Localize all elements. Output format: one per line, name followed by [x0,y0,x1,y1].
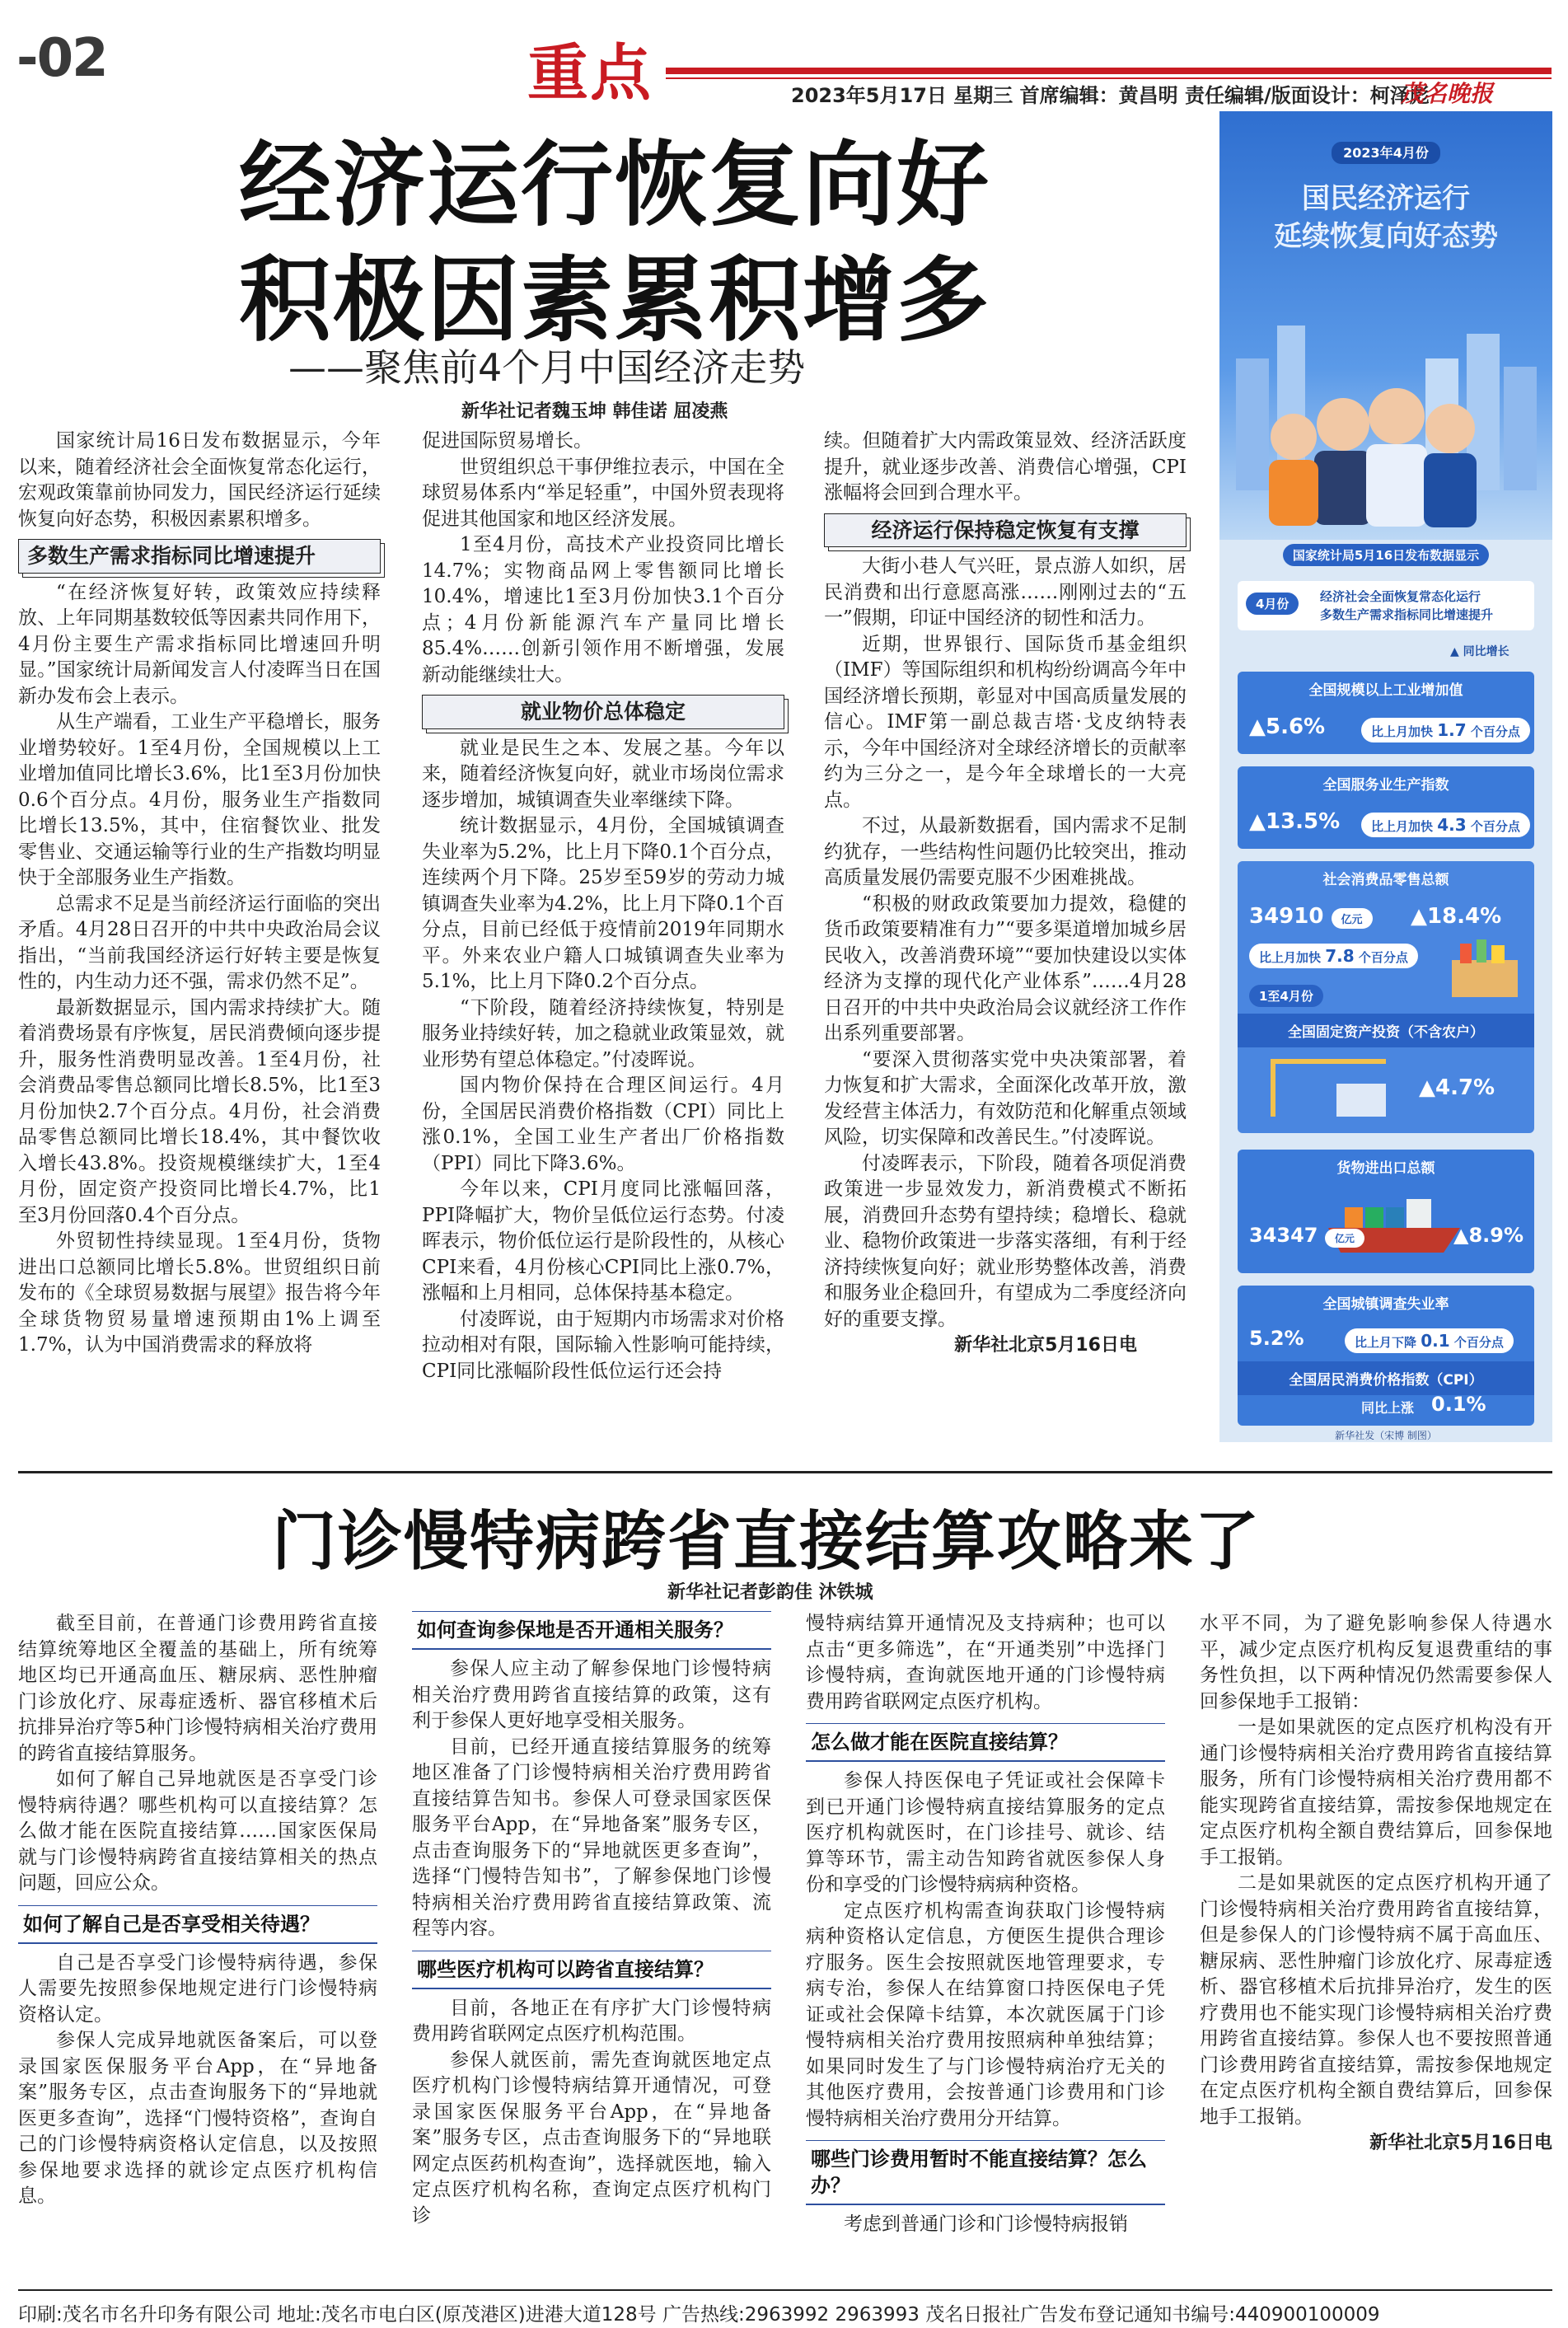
card-value: ▲13.5% [1249,809,1341,834]
card-label: 全国服务业生产指数 [1322,777,1449,794]
compare-number: 7.8 [1325,946,1355,966]
article1-column-1 [18,429,381,1359]
article1-headline [239,128,990,358]
article1-column-2 [422,429,784,1384]
paragraph: “在经济恢复好转，政策效应持续释放、上年同期基数较低等因素共同作用下，4月份主要生产需求指标同比增速回升明显。”国家统计局新闻发言人付凌晖当日在国新办发布会上表示。 [18,581,381,707]
paragraph: 国家统计局16日发布数据显示，今年以来，随着经济社会全面恢复常态化运行，宏观政策靠前协同发力，国民经济运行延续恢复向好态势，积极因素累积增多。 [18,430,381,530]
article2-headline: 门诊慢特病跨省直接结算攻略来了 [272,1505,1261,1579]
card-industrial-output [1238,672,1534,754]
newspaper-logo: 茂名晚报 [1401,80,1494,107]
article2-column-3 [806,1611,1165,2238]
paragraph: 目前，已经开通直接结算服务的统筹地区准备了门诊慢特病相关治疗费用跨省直接结算告知书。参保人可登录国家医保服务平台App，在“异地备案”服务专区，点击查询服务下的“异地就医更多查询”，选择“门慢特告知书”，了解参保地门诊慢特病相关治疗费用跨省直接结算政策、流程等内容。 [412,1735,771,1939]
amount-value: 34347 [1249,1224,1318,1247]
compare-number: 1.7 [1437,720,1467,740]
article1-dateline: 新华社北京5月16日电 [954,1335,1137,1356]
article1-byline: 新华社记者魏玉坤 韩佳诺 屈凌燕 [461,401,728,422]
cpi-compare: 同比上涨 [1361,1400,1415,1416]
footer-text: 印刷:茂名市名升印务有限公司 地址:茂名市电白区(原茂港区)进港大道128号 广告热线:2963992 2963993 茂名日报社广告发布登记通知书编号:440900100009 [18,2304,1380,2326]
unemp-compare [1345,1328,1514,1353]
paragraph: 目前，各地正在有序扩大门诊慢特病费用跨省联网定点医疗机构范围。 [412,1997,771,2045]
card-label: 全国规模以上工业增加值 [1308,682,1463,699]
infographic-summary [1238,581,1534,630]
unemp-label: 全国城镇调查失业率 [1322,1296,1449,1313]
paragraph: “积极的财政政策要加力提效，稳健的货币政策要精准有力”“要多渠道增加城乡居民收入，改善消费环境”“要加快建设以实体经济为支撑的现代化产业体系”……4月28日召开的中共中央政治局会议就经济工作作出系列重要部署。 [824,892,1187,1044]
infographic-credit: 新华社发（宋博 制图） [1335,1430,1437,1441]
infographic-title-2: 延续恢复向好态势 [1274,220,1498,253]
paragraph: 截至目前，在普通门诊费用跨省直接结算统筹地区全覆盖的基础上，所有统筹地区均已开通高血压、糖尿病、恶性肿瘤门诊放化疗、尿毒症透析、器官移植术后抗排异治疗等5种门诊慢特病相关治疗费用的跨省直接结算服务。 [18,1613,377,1764]
article2-byline: 新华社记者彭韵佳 沐铁城 [667,1582,873,1603]
article2-column-1 [18,1611,377,2210]
card-compare [1249,944,1418,968]
infographic-source-banner: 国家统计局5月16日发布数据显示 [1283,544,1489,566]
paragraph: 大街小巷人气兴旺，景点游人如织，居民消费和出行意愿高涨……刚刚过去的“五一”假期，印证中国经济的韧性和活力。 [824,555,1187,629]
card-growth: ▲18.4% [1411,904,1502,929]
paragraph: 定点医疗机构需查询获取门诊慢特病病种资格认定信息，方便医生提供合理诊疗服务。医生会按照就医地管理要求，专病专治，参保人在结算窗口持医保电子凭证或社会保障卡结算，本次就医属于门诊慢特病相关治疗费用按照病种单独结算；如果同时发生了与门诊慢特病治疗无关的其他医疗费用，会按普通门诊费用和门诊慢特病相关治疗费用分开结算。 [806,1899,1165,2129]
paragraph: 慢特病结算开通情况及支持病种；也可以点击“更多筛选”，在“开通类别”中选择门诊慢特病，查询就医地开通的门诊慢特病费用跨省联网定点医疗机构。 [806,1613,1165,1712]
paragraph: 参保人就医前，需先查询就医地定点医疗机构门诊慢特病结算开通情况，可登录国家医保服务平台App，在“异地备案”服务专区，点击查询服务下的“异地联网定点医药机构查询”，选择就医地，输入定点医疗机构名称，查询定点医疗机构门诊 [412,2049,771,2227]
amount-value: 34910 [1249,904,1324,929]
article1-subhead-3: 经济运行保持稳定恢复有支撑 [824,513,1187,548]
unit-label: 个百分点 [1358,950,1408,965]
paragraph: 近期，世界银行、国际货币基金组织（IMF）等国际组织和机构纷纷调高今年中国经济增长预期，彰显对中国高质量发展的信心。IMF第一副总裁吉塔·戈皮纳特表示，今年中国经济对全球经济增长的贡献率约为三分之一，是今年全球增长的一大亮点。 [824,633,1187,811]
card-amount [1249,904,1373,929]
fai-value: ▲4.7% [1419,1075,1495,1100]
compare-number: 0.1 [1421,1331,1450,1351]
article1-subhead-2: 就业物价总体稳定 [422,695,784,729]
article1-title-line1: 经济运行恢复向好 [239,132,990,239]
section-divider [18,1471,1552,1473]
card-compare [1361,813,1530,837]
card-value: ▲5.6% [1249,714,1326,739]
section-tag: 重点 [527,38,653,109]
card-growth: ▲8.9% [1453,1224,1524,1247]
page-number-text: 02 [36,28,107,89]
page-number: -02 [16,28,107,89]
infographic-period-tag: 4月份 [1246,593,1299,615]
compare-label: 比上月加快 [1371,819,1434,834]
infographic [1219,111,1552,1442]
unit-label: 亿元 [1332,908,1373,929]
unemp-value: 5.2% [1249,1327,1304,1350]
paragraph: 付凌晖表示，下阶段，随着各项促消费政策进一步显效发力，新消费模式不断拓展，消费回升态势有望持续；稳增长、稳就业、稳物价政策进一步落实落细，有利于经济持续恢复向好；就业形势整体改善，消费和服务业企稳回升，有望成为二季度经济向好的重要支撑。 [824,1152,1187,1330]
unit-label: 个百分点 [1470,724,1520,739]
cpi-label: 全国居民消费价格指数（CPI） [1238,1361,1534,1395]
paragraph: 最新数据显示，国内需求持续扩大。随着消费场景有序恢复，居民消费倾向逐步提升，服务性消费明显改善。1至4月份，社会消费品零售总额同比增长8.5%，比1至3月份加快2.7个百分点。4月份，社会消费品零售总额同比增长18.4%，其中餐饮收入增长43.8%。投资规模继续扩大，1至4月份，固定资产投资同比增长4.7%，比1至3月份回落0.4个百分点。 [18,996,381,1226]
paragraph: 从生产端看，工业生产平稳增长，服务业增势较好。1至4月份，全国规模以上工业增加值同比增长3.6%，比1至3月份加快0.6个百分点。4月份，服务业生产指数同比增长13.5%，其中，住宿餐饮业、批发零售业、交通运输等行业的生产指数均明显快于全部服务业生产指数。 [18,711,381,888]
legend-label: 同比增长 [1463,645,1509,658]
article2-question-4: 怎么做才能在医院直接结算？ [806,1723,1165,1762]
article2-question-2: 如何查询参保地是否开通相关服务？ [412,1611,771,1650]
paragraph: 促进国际贸易增长。 [422,430,592,452]
summary-line-1: 经济社会全面恢复常态化运行 [1320,589,1481,604]
fai-label: 全国固定资产投资（不含农户） [1238,1014,1534,1047]
card-retail-sales [1238,861,1534,1133]
unit-label: 亿元 [1325,1229,1364,1248]
paragraph: 二是如果就医的定点医疗机构开通了门诊慢特病相关治疗费用跨省直接结算，但是参保人的门诊慢特病不属于高血压、糖尿病、恶性肿瘤门诊放化疗、尿毒症透析、器官移植术后抗排异治疗，发生的医疗费用也不能实现门诊慢特病相关治疗费用跨省直接结算。参保人也不要按照普通门诊费用跨省直接结算，需按参保地规定在定点医疗机构全额自费结算后，回参保地手工报销。 [1200,1872,1552,2128]
infographic-legend: ▲ 同比增长 [1450,645,1509,658]
paragraph: 统计数据显示，4月份，全国城镇调查失业率为5.2%，比上月下降0.1个百分点，连续两个月下降。25岁至59岁的劳动力城镇调查失业率为4.2%，比上月下降0.1个百分点，目前已经低于疫情前2019年同期水平。外来农业户籍人口城镇调查失业率为5.1%，比上月下降0.2个百分点。 [422,815,785,992]
paragraph: 世贸组织总干事伊维拉表示，中国在全球贸易体系内“举足轻重”，中国外贸表现将促进其他国家和地区经济发展。 [422,456,784,530]
paragraph: 参保人应主动了解参保地门诊慢特病相关治疗费用跨省直接结算的政策，这有利于参保人更好地享受相关服务。 [412,1658,771,1731]
article2-question-5: 哪些门诊费用暂时不能直接结算？怎么办？ [806,2140,1165,2205]
infographic-banner [1219,111,1552,540]
shopping-box-icon [1444,935,1526,1001]
paragraph: “要深入贯彻落实党中央决策部署，着力恢复和扩大需求，全面深化改革开放，激发经营主体活力，有效防范和化解重点领域风险，切实保障和改善民生。”付凌晖说。 [824,1048,1187,1148]
paragraph: 一是如果就医的定点医疗机构没有开通门诊慢特病相关治疗费用跨省直接结算服务，所有门诊慢特病相关治疗费用都不能实现跨省直接结算，需按参保地规定在定点医疗机构全额自费结算后，回参保地手工报销。 [1200,1717,1552,1868]
article2-column-2 [412,1611,771,2229]
article1-subtitle: ——聚焦前4个月中国经济走势 [288,345,806,390]
article2-question-3: 哪些医疗机构可以跨省直接结算？ [412,1951,771,1989]
paragraph: 付凌晖说，由于短期内市场需求对价格拉动相对有限，国际输入性影响可能持续，CPI同比涨幅阶段性低位运行还会持 [422,1308,784,1382]
paragraph: 如何了解自己异地就医是否享受门诊慢特病待遇？哪些机构可以直接结算？怎么做才能在医院直接结算……国家医保局就与门诊慢特病跨省直接结算相关的热点问题，回应公众。 [18,1768,377,1894]
paragraph: 就业是民生之本、发展之基。今年以来，随着经济恢复向好，就业市场岗位需求逐步增加，城镇调查失业率继续下降。 [422,737,784,811]
period-tag: 1至4月份 [1249,985,1323,1007]
article1-subhead-1: 多数生产需求指标同比增速提升 [18,539,381,574]
paragraph: 续。但随着扩大内需政策显效、经济活跃度提升，就业逐步改善、消费信心增强，CPI涨幅将会回到合理水平。 [824,430,1187,504]
article2-question-1: 如何了解自己是否享受相关待遇？ [18,1905,377,1944]
issue-info: 2023年5月17日 星期三 首席编辑：黄昌明 责任编辑/版面设计：柯泽彪 [791,84,1430,107]
card-unemployment-cpi [1238,1286,1534,1426]
paragraph: 1至4月份，高技术产业投资同比增长14.7%；实物商品网上零售额同比增长10.4%，增速比1至3月份加快3.1个百分点；4月份新能源汽车产量同比增长85.4%……创新引领作用不断增强，发展新动能继续壮大。 [422,534,784,686]
card-compare [1361,718,1530,742]
unit-label: 个百分点 [1453,1335,1504,1350]
unit-label: 个百分点 [1470,819,1520,834]
paragraph: 总需求不足是当前经济运行面临的突出矛盾。4月28日召开的中共中央政治局会议指出，“当前我国经济运行好转主要是恢复性的，内生动力还不强，需求仍然不足”。 [18,892,381,992]
card-services-index [1238,766,1534,849]
infographic-title-1: 国民经济运行 [1302,182,1470,215]
paragraph: 自己是否享受门诊慢特病待遇，参保人需要先按照参保地规定进行门诊慢特病资格认定。 [18,1951,377,2026]
compare-label: 比上月下降 [1355,1335,1417,1350]
paragraph: 外贸韧性持续显现。1至4月份，货物进出口总额同比增长5.8%。世贸组织日前发布的《全球贸易数据与展望》报告将今年全球货物贸易量增速预期由1%上调至1.7%，认为中国消费需求的释放将 [18,1230,381,1356]
article2-dateline: 新华社北京5月16日电 [1369,2133,1552,2153]
cpi-value: 0.1% [1431,1393,1486,1416]
header-rule [666,68,1552,74]
infographic-month-tag: 2023年4月份 [1332,142,1440,164]
footer-rule [18,2289,1552,2291]
paragraph: 今年以来，CPI月度同比涨幅回落，PPI降幅扩大，物价呈低位运行态势。付凌晖表示，物价低位运行是阶段性的，从核心CPI来看，4月份核心CPI同比上涨0.7%，涨幅和上月相同，总体保持基本稳定。 [422,1178,784,1304]
construction-crane-icon [1254,1051,1402,1117]
paragraph: 国内物价保持在合理区间运行。4月份，全国居民消费价格指数（CPI）同比上涨0.1%，全国工业生产者出厂价格指数（PPI）同比下降3.6%。 [422,1075,784,1174]
summary-line-2: 多数生产需求指标同比增速提升 [1320,607,1494,622]
paragraph: 水平不同，为了避免影响参保人待遇水平，减少定点医疗机构反复退费重结的事务性负担，以下两种情况仍然需要参保人回参保地手工报销： [1200,1613,1552,1712]
card-amount [1249,1224,1364,1248]
article2-column-4 [1200,1611,1552,2157]
paragraph: 不过，从最新数据看，国内需求不足制约犹存，一些结构性问题仍比较突出，推动高质量发展仍需要克服不少困难挑战。 [824,815,1187,888]
paragraph: 参保人完成异地就医备案后，可以登录国家医保服务平台App，在“异地备案”服务专区，点击查询服务下的“异地就医更多查询”，选择“门慢特资格”，查询自己的门诊慢特病资格认定信息，以及按照参保地要求选择的就诊定点医疗机构信息。 [18,2030,377,2207]
paragraph: “下阶段，随着经济持续恢复，特别是服务业持续好转，加之稳就业政策显效，就业形势有望总体稳定。”付凌晖说。 [422,996,784,1070]
paragraph: 参保人持医保电子凭证或社会保障卡到已开通门诊慢特病直接结算服务的定点医疗机构就医时，在门诊挂号、就诊、结算等环节，需主动告知跨省就医参保人身份和享受的门诊慢特病病种资格。 [806,1770,1165,1895]
card-trade [1238,1150,1534,1273]
compare-label: 比上月加快 [1371,724,1434,739]
compare-label: 比上月加快 [1259,950,1322,965]
card-label: 货物进出口总额 [1336,1160,1435,1177]
card-label: 社会消费品零售总额 [1322,872,1449,888]
article1-title-line2: 积极因素累积增多 [239,247,990,354]
paragraph: 考虑到普通门诊和门诊慢特病报销 [844,2213,1128,2235]
compare-number: 4.3 [1437,815,1467,835]
article1-column-3 [824,429,1187,1359]
